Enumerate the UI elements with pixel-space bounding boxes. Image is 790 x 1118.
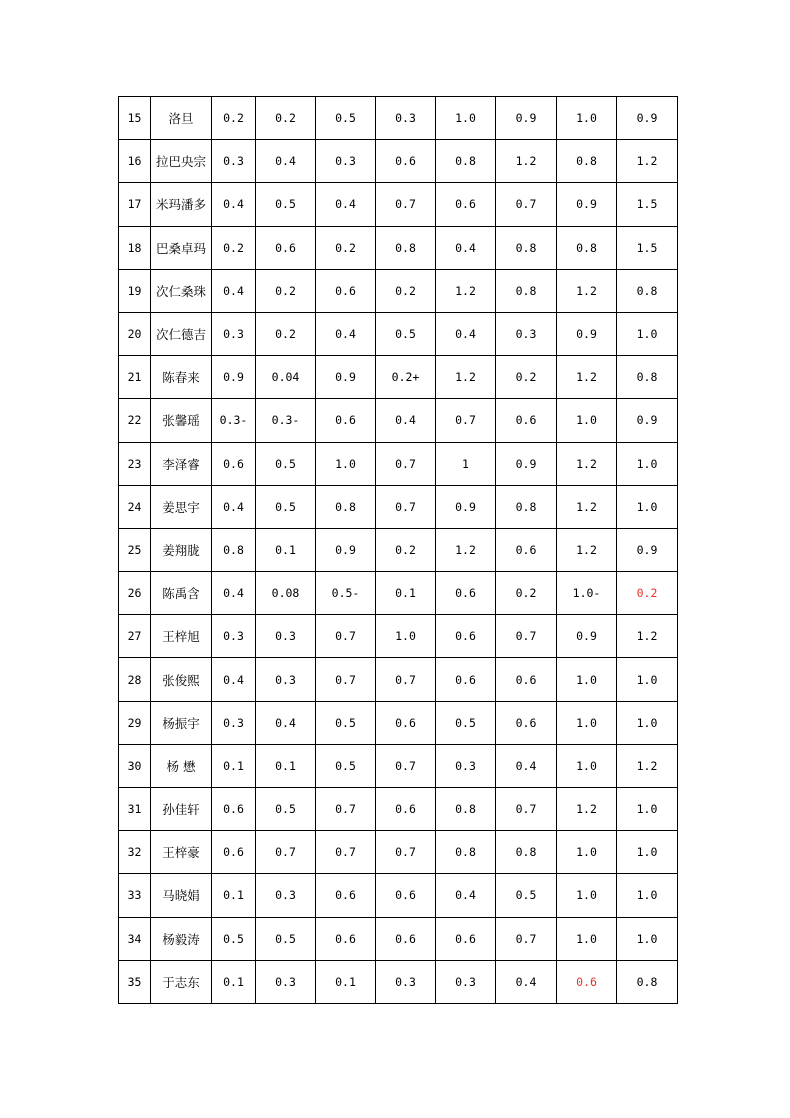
- value-cell: 0.3: [376, 97, 436, 140]
- value-cell: 0.6: [496, 528, 557, 571]
- value-cell: 0.5: [256, 788, 316, 831]
- value-cell: 0.9: [316, 528, 376, 571]
- value-cell: 0.3: [316, 140, 376, 183]
- value-cell: 0.2+: [376, 356, 436, 399]
- value-cell: 1.2: [496, 140, 557, 183]
- value-cell: 0.5: [256, 183, 316, 226]
- value-cell: 0.6: [376, 140, 436, 183]
- row-number-cell: 22: [119, 399, 151, 442]
- value-cell: 0.7: [316, 615, 376, 658]
- value-cell: 1.0: [376, 615, 436, 658]
- value-cell: 0.3: [212, 615, 256, 658]
- value-cell: 1.0: [617, 312, 678, 355]
- value-cell: 0.8: [436, 831, 496, 874]
- value-cell: 1.2: [436, 269, 496, 312]
- value-cell: 0.6: [376, 701, 436, 744]
- value-cell: 0.5-: [316, 572, 376, 615]
- value-cell: 0.3: [212, 312, 256, 355]
- value-cell: 1.0: [436, 97, 496, 140]
- value-cell: 0.8: [212, 528, 256, 571]
- value-cell: 0.8: [436, 140, 496, 183]
- student-name-cell: 李泽睿: [151, 442, 212, 485]
- value-cell: 0.7: [376, 183, 436, 226]
- value-cell: 1.2: [557, 528, 617, 571]
- value-cell: 1.5: [617, 183, 678, 226]
- value-cell: 1: [436, 442, 496, 485]
- value-cell: 0.2: [617, 572, 678, 615]
- student-name-cell: 姜思宇: [151, 485, 212, 528]
- value-cell: 1.0: [617, 658, 678, 701]
- value-cell: 1.2: [436, 528, 496, 571]
- row-number-cell: 16: [119, 140, 151, 183]
- value-cell: 0.6: [436, 658, 496, 701]
- value-cell: 0.6: [496, 701, 557, 744]
- row-number-cell: 33: [119, 874, 151, 917]
- table-row: [119, 701, 678, 744]
- row-number-cell: 18: [119, 226, 151, 269]
- value-cell: 0.5: [496, 874, 557, 917]
- table-row: [119, 399, 678, 442]
- student-name-cell: 杨 懋: [151, 744, 212, 787]
- value-cell: 0.7: [496, 183, 557, 226]
- value-cell: 0.7: [496, 788, 557, 831]
- table-row: [119, 572, 678, 615]
- value-cell: 0.2: [256, 269, 316, 312]
- value-cell: 0.3: [256, 615, 316, 658]
- value-cell: 0.6: [316, 269, 376, 312]
- value-cell: 0.6: [376, 874, 436, 917]
- value-cell: 0.8: [316, 485, 376, 528]
- row-number-cell: 20: [119, 312, 151, 355]
- value-cell: 0.6: [436, 917, 496, 960]
- table-row: [119, 269, 678, 312]
- value-cell: 1.2: [557, 356, 617, 399]
- value-cell: 1.0: [617, 917, 678, 960]
- value-cell: 0.7: [376, 831, 436, 874]
- value-cell: 1.0: [557, 917, 617, 960]
- table-row: [119, 356, 678, 399]
- student-name-cell: 洛旦: [151, 97, 212, 140]
- table-row: [119, 183, 678, 226]
- value-cell: 0.7: [376, 442, 436, 485]
- value-cell: 1.0: [617, 442, 678, 485]
- value-cell: 0.7: [496, 917, 557, 960]
- table-row: [119, 226, 678, 269]
- table-row: [119, 528, 678, 571]
- student-name-cell: 王梓旭: [151, 615, 212, 658]
- value-cell: 0.2: [496, 356, 557, 399]
- value-cell: 1.2: [617, 140, 678, 183]
- value-cell: 0.2: [256, 97, 316, 140]
- table-row: [119, 788, 678, 831]
- value-cell: 1.2: [557, 788, 617, 831]
- student-name-cell: 陈春来: [151, 356, 212, 399]
- row-number-cell: 23: [119, 442, 151, 485]
- value-cell: 1.0: [557, 658, 617, 701]
- value-cell: 0.4: [212, 183, 256, 226]
- value-cell: 0.6: [256, 226, 316, 269]
- value-cell: 0.5: [376, 312, 436, 355]
- value-cell: 1.0: [617, 788, 678, 831]
- row-number-cell: 19: [119, 269, 151, 312]
- value-cell: 0.1: [316, 960, 376, 1003]
- student-name-cell: 米玛潘多: [151, 183, 212, 226]
- value-cell: 0.9: [557, 183, 617, 226]
- table-row: [119, 140, 678, 183]
- value-cell: 0.5: [212, 917, 256, 960]
- value-cell: 0.6: [436, 572, 496, 615]
- value-cell: 0.4: [212, 485, 256, 528]
- table-row: [119, 312, 678, 355]
- value-cell: 1.5: [617, 226, 678, 269]
- row-number-cell: 24: [119, 485, 151, 528]
- value-cell: 0.9: [617, 528, 678, 571]
- value-cell: 0.4: [256, 140, 316, 183]
- value-cell: 0.8: [496, 269, 557, 312]
- value-cell: 0.4: [212, 572, 256, 615]
- table-row: [119, 442, 678, 485]
- student-name-cell: 杨毅涛: [151, 917, 212, 960]
- student-name-cell: 巴桑卓玛: [151, 226, 212, 269]
- value-cell: 0.4: [316, 312, 376, 355]
- value-cell: 0.3: [256, 960, 316, 1003]
- value-cell: 0.08: [256, 572, 316, 615]
- table-row: [119, 744, 678, 787]
- value-cell: 0.9: [436, 485, 496, 528]
- value-cell: 0.9: [496, 442, 557, 485]
- value-cell: 0.5: [256, 917, 316, 960]
- value-cell: 0.2: [376, 528, 436, 571]
- value-cell: 0.4: [376, 399, 436, 442]
- table-body: [119, 97, 678, 1004]
- value-cell: 0.6: [316, 917, 376, 960]
- student-name-cell: 次仁德吉: [151, 312, 212, 355]
- value-cell: 0.3: [212, 701, 256, 744]
- value-cell: 0.2: [212, 97, 256, 140]
- value-cell: 0.9: [617, 399, 678, 442]
- value-cell: 1.0: [617, 831, 678, 874]
- value-cell: 0.5: [256, 442, 316, 485]
- value-cell: 1.2: [557, 442, 617, 485]
- row-number-cell: 29: [119, 701, 151, 744]
- value-cell: 0.1: [212, 874, 256, 917]
- value-cell: 0.6: [212, 831, 256, 874]
- row-number-cell: 21: [119, 356, 151, 399]
- value-cell: 0.6: [376, 917, 436, 960]
- value-cell: 0.4: [316, 183, 376, 226]
- value-cell: 0.7: [316, 788, 376, 831]
- student-name-cell: 于志东: [151, 960, 212, 1003]
- value-cell: 0.7: [376, 658, 436, 701]
- value-cell: 0.2: [316, 226, 376, 269]
- value-cell: 0.6: [436, 615, 496, 658]
- row-number-cell: 31: [119, 788, 151, 831]
- value-cell: 0.8: [376, 226, 436, 269]
- value-cell: 0.1: [212, 960, 256, 1003]
- value-cell: 0.4: [436, 226, 496, 269]
- value-cell: 0.9: [316, 356, 376, 399]
- table-row: [119, 960, 678, 1003]
- value-cell: 0.8: [496, 831, 557, 874]
- value-cell: 0.5: [316, 97, 376, 140]
- value-cell: 1.0: [557, 97, 617, 140]
- value-cell: 0.3: [256, 874, 316, 917]
- table-row: [119, 874, 678, 917]
- value-cell: 0.1: [256, 744, 316, 787]
- value-cell: 1.0: [557, 831, 617, 874]
- value-cell: 1.0: [617, 874, 678, 917]
- value-cell: 0.9: [557, 615, 617, 658]
- table-row: [119, 917, 678, 960]
- student-name-cell: 张俊熙: [151, 658, 212, 701]
- value-cell: 0.3: [436, 960, 496, 1003]
- value-cell: 0.3: [256, 658, 316, 701]
- value-cell: 1.0: [557, 399, 617, 442]
- value-cell: 0.8: [557, 226, 617, 269]
- value-cell: 0.6: [316, 399, 376, 442]
- table-row: [119, 658, 678, 701]
- value-cell: 0.4: [496, 744, 557, 787]
- value-cell: 0.6: [212, 442, 256, 485]
- row-number-cell: 27: [119, 615, 151, 658]
- value-cell: 0.6: [557, 960, 617, 1003]
- value-cell: 0.8: [496, 485, 557, 528]
- value-cell: 0.8: [617, 356, 678, 399]
- value-cell: 0.3: [376, 960, 436, 1003]
- value-cell: 0.2: [212, 226, 256, 269]
- value-cell: 0.1: [376, 572, 436, 615]
- value-cell: 0.7: [256, 831, 316, 874]
- value-cell: 1.2: [617, 615, 678, 658]
- value-cell: 1.0: [617, 485, 678, 528]
- value-cell: 0.5: [256, 485, 316, 528]
- value-cell: 0.7: [496, 615, 557, 658]
- value-cell: 1.2: [557, 485, 617, 528]
- value-cell: 0.8: [617, 960, 678, 1003]
- value-cell: 0.9: [496, 97, 557, 140]
- value-cell: 0.9: [212, 356, 256, 399]
- value-cell: 0.5: [316, 701, 376, 744]
- value-cell: 0.2: [376, 269, 436, 312]
- value-cell: 0.5: [436, 701, 496, 744]
- value-cell: 0.1: [212, 744, 256, 787]
- value-cell: 0.4: [436, 312, 496, 355]
- value-cell: 0.4: [436, 874, 496, 917]
- row-number-cell: 32: [119, 831, 151, 874]
- row-number-cell: 17: [119, 183, 151, 226]
- student-name-cell: 王梓豪: [151, 831, 212, 874]
- value-cell: 0.3-: [212, 399, 256, 442]
- value-cell: 0.6: [496, 399, 557, 442]
- row-number-cell: 34: [119, 917, 151, 960]
- row-number-cell: 35: [119, 960, 151, 1003]
- value-cell: 0.4: [256, 701, 316, 744]
- value-cell: 0.04: [256, 356, 316, 399]
- value-cell: 1.2: [617, 744, 678, 787]
- value-cell: 0.6: [316, 874, 376, 917]
- value-cell: 1.0: [557, 701, 617, 744]
- vision-data-table: [118, 96, 678, 1004]
- value-cell: 0.6: [496, 658, 557, 701]
- value-cell: 0.9: [617, 97, 678, 140]
- value-cell: 0.4: [212, 658, 256, 701]
- value-cell: 1.0: [557, 874, 617, 917]
- value-cell: 1.2: [557, 269, 617, 312]
- student-name-cell: 姜翔胧: [151, 528, 212, 571]
- value-cell: 0.6: [376, 788, 436, 831]
- row-number-cell: 26: [119, 572, 151, 615]
- value-cell: 0.2: [256, 312, 316, 355]
- student-name-cell: 杨振宇: [151, 701, 212, 744]
- value-cell: 0.3-: [256, 399, 316, 442]
- row-number-cell: 25: [119, 528, 151, 571]
- value-cell: 0.7: [436, 399, 496, 442]
- value-cell: 0.4: [212, 269, 256, 312]
- value-cell: 1.2: [436, 356, 496, 399]
- value-cell: 1.0-: [557, 572, 617, 615]
- value-cell: 0.7: [376, 485, 436, 528]
- student-name-cell: 孙佳轩: [151, 788, 212, 831]
- table-row: [119, 615, 678, 658]
- row-number-cell: 28: [119, 658, 151, 701]
- value-cell: 0.8: [617, 269, 678, 312]
- value-cell: 0.5: [316, 744, 376, 787]
- value-cell: 1.0: [617, 701, 678, 744]
- value-cell: 0.4: [496, 960, 557, 1003]
- value-cell: 0.7: [376, 744, 436, 787]
- student-name-cell: 拉巴央宗: [151, 140, 212, 183]
- table-row: [119, 831, 678, 874]
- table-row: [119, 97, 678, 140]
- value-cell: 0.8: [496, 226, 557, 269]
- value-cell: 0.3: [496, 312, 557, 355]
- row-number-cell: 30: [119, 744, 151, 787]
- value-cell: 0.2: [496, 572, 557, 615]
- value-cell: 0.7: [316, 831, 376, 874]
- table-row: [119, 485, 678, 528]
- value-cell: 1.0: [557, 744, 617, 787]
- student-name-cell: 张馨瑶: [151, 399, 212, 442]
- student-name-cell: 次仁桑珠: [151, 269, 212, 312]
- value-cell: 0.3: [436, 744, 496, 787]
- value-cell: 1.0: [316, 442, 376, 485]
- value-cell: 0.1: [256, 528, 316, 571]
- value-cell: 0.9: [557, 312, 617, 355]
- value-cell: 0.8: [436, 788, 496, 831]
- value-cell: 0.7: [316, 658, 376, 701]
- value-cell: 0.6: [436, 183, 496, 226]
- value-cell: 0.3: [212, 140, 256, 183]
- value-cell: 0.6: [212, 788, 256, 831]
- row-number-cell: 15: [119, 97, 151, 140]
- value-cell: 0.8: [557, 140, 617, 183]
- student-name-cell: 陈禹含: [151, 572, 212, 615]
- student-name-cell: 马晓娟: [151, 874, 212, 917]
